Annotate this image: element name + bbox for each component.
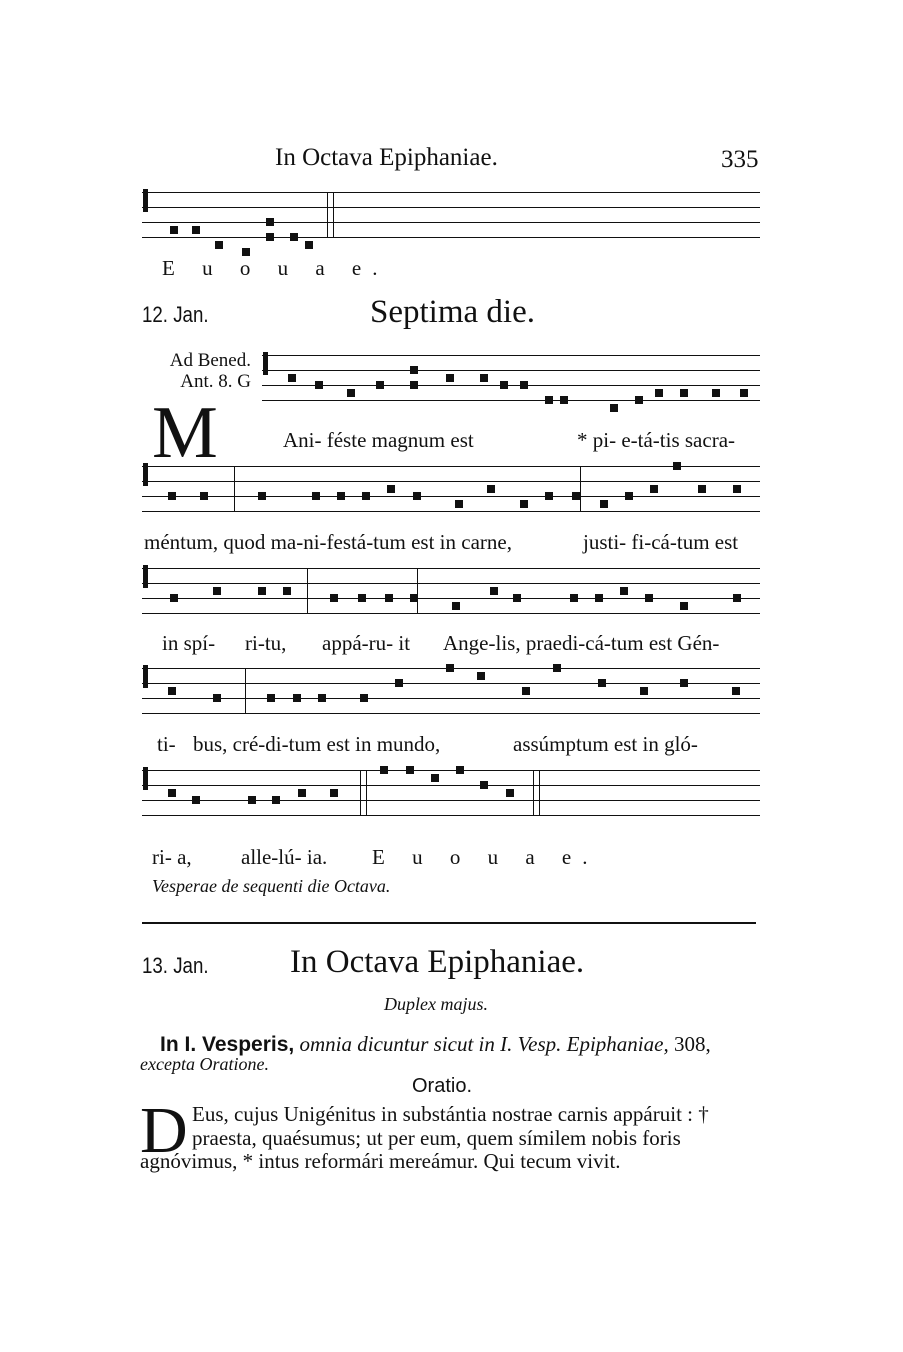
neume-note (215, 241, 223, 249)
feast-date: 12. Jan. (142, 302, 209, 327)
bar-line (327, 192, 328, 237)
oratio-line: praesta, quaésumus; ut per eum, quem símilem nobis foris (192, 1126, 681, 1150)
rubric-note: Vesperae de sequenti die Octava. (152, 876, 391, 896)
bar-line (417, 568, 418, 613)
neume-note (545, 396, 553, 404)
do-clef-icon (143, 767, 148, 790)
neume-note (733, 485, 741, 493)
bar-line (234, 466, 235, 511)
running-title: In Octava Epiphaniae. (275, 144, 498, 171)
neume-note (545, 492, 553, 500)
neume-note (380, 766, 388, 774)
staff-line (142, 207, 760, 208)
neume-note (620, 587, 628, 595)
staff-line (142, 598, 760, 599)
neume-note (347, 389, 355, 397)
neume-note (290, 233, 298, 241)
do-clef-icon (143, 463, 148, 486)
lyric-line: assúmptum est in gló- (513, 732, 698, 756)
neume-note (456, 766, 464, 774)
bar-line (580, 466, 581, 511)
staff-line (142, 583, 760, 584)
neume-note (513, 594, 521, 602)
neume-note (258, 587, 266, 595)
neume-note (266, 233, 274, 241)
staff-line (142, 192, 760, 193)
neume-note (288, 374, 296, 382)
neume-note (168, 687, 176, 695)
neume-note (570, 594, 578, 602)
neume-note (410, 381, 418, 389)
neume-note (506, 789, 514, 797)
neume-note (625, 492, 633, 500)
neume-note (298, 789, 306, 797)
staff-line (142, 770, 760, 771)
neume-note (680, 389, 688, 397)
neume-note (337, 492, 345, 500)
neume-note (522, 687, 530, 695)
neume-note (266, 218, 274, 226)
section-divider (142, 922, 756, 924)
neume-note (732, 687, 740, 695)
bar-line (307, 568, 308, 613)
neume-note (446, 374, 454, 382)
neume-note (330, 594, 338, 602)
lyric-line: alle-lú- ia. (241, 845, 328, 869)
neume-note (520, 381, 528, 389)
neume-note (490, 587, 498, 595)
neume-note (446, 664, 454, 672)
staff-line (142, 237, 760, 238)
oratio-line: Eus, cujus Unigénitus in substántia nostrae carnis appáruit : † (192, 1102, 709, 1126)
neume-note (640, 687, 648, 695)
neume-note (477, 672, 485, 680)
staff-line (142, 713, 760, 714)
feast-date: 13. Jan. (142, 953, 209, 978)
neume-note (431, 774, 439, 782)
drop-capital: D (140, 1094, 188, 1167)
neume-note (283, 587, 291, 595)
neume-note (595, 594, 603, 602)
chant-lyric: E u o u a e. (162, 256, 389, 280)
vespers-text: omnia dicuntur sicut in I. Vesp. Epiphaniae, (299, 1032, 669, 1056)
neume-note (698, 485, 706, 493)
oratio-line: agnóvimus, * intus reformári mereámur. Qui tecum vivit. (140, 1149, 621, 1173)
do-clef-icon (143, 189, 148, 212)
neume-note (645, 594, 653, 602)
neume-note (376, 381, 384, 389)
lyric-line: in spí- (162, 631, 216, 655)
staff-line (262, 400, 760, 401)
neume-note (452, 602, 460, 610)
page-number: 335 (721, 146, 759, 173)
neume-note (315, 381, 323, 389)
bar-line (366, 770, 367, 815)
bar-line (539, 770, 540, 815)
neume-note (318, 694, 326, 702)
staff-line (142, 568, 760, 569)
neume-note (480, 781, 488, 789)
neume-note (480, 374, 488, 382)
neume-note (200, 492, 208, 500)
feast-rank: Duplex majus. (384, 994, 488, 1014)
neume-note (680, 602, 688, 610)
neume-note (600, 500, 608, 508)
neume-note (258, 492, 266, 500)
vespers-page: 308, (673, 1032, 711, 1056)
neume-note (358, 594, 366, 602)
do-clef-icon (143, 565, 148, 588)
staff-line (262, 385, 760, 386)
neume-note (520, 500, 528, 508)
neume-note (500, 381, 508, 389)
neume-note (312, 492, 320, 500)
neume-note (610, 404, 618, 412)
neume-note (635, 396, 643, 404)
neume-note (410, 366, 418, 374)
lyric-line: méntum, quod ma-ni-festá-tum est in carne, (144, 530, 512, 554)
lyric-line: ri- a, (152, 845, 192, 869)
feast-title: Septima die. (370, 294, 535, 330)
neume-note (242, 248, 250, 256)
lyric-line: ti- (157, 732, 176, 756)
neume-note (572, 492, 580, 500)
lyric-line: * pi- e-tá-tis sacra- (577, 428, 736, 452)
do-clef-icon (263, 352, 268, 375)
neume-note (168, 492, 176, 500)
lyric-line: justi- fi-cá-tum est (583, 530, 739, 554)
neume-note (553, 664, 561, 672)
staff-line (142, 683, 760, 684)
neume-note (192, 226, 200, 234)
neume-note (362, 492, 370, 500)
neume-note (413, 492, 421, 500)
neume-note (598, 679, 606, 687)
feast-title: In Octava Epiphaniae. (290, 944, 585, 980)
neume-note (360, 694, 368, 702)
staff-line (142, 698, 760, 699)
neume-note (385, 594, 393, 602)
lyric-line: Ani- féste magnum est (283, 428, 474, 452)
neume-note (170, 594, 178, 602)
staff-line (142, 511, 760, 512)
neume-note (650, 485, 658, 493)
bar-line (533, 770, 534, 815)
neume-note (305, 241, 313, 249)
neume-note (410, 594, 418, 602)
neume-note (560, 396, 568, 404)
staff-line (262, 370, 760, 371)
neume-note (293, 694, 301, 702)
staff-line (142, 815, 760, 816)
rubric-line: Ant. 8. G (180, 371, 251, 392)
rubric-line: Ad Bened. (169, 350, 251, 371)
neume-note (733, 594, 741, 602)
neume-note (712, 389, 720, 397)
drop-capital: M (152, 392, 218, 474)
lyric-line: appá-ru- it (322, 631, 411, 655)
neume-note (213, 587, 221, 595)
staff-line (142, 613, 760, 614)
vespers-text-cont: excepta Oratione. (140, 1054, 269, 1074)
staff-line (142, 222, 760, 223)
lyric-line: bus, cré-di-tum est in mundo, (193, 732, 441, 756)
neume-note (192, 796, 200, 804)
neume-note (330, 789, 338, 797)
staff-line (142, 785, 760, 786)
neume-note (406, 766, 414, 774)
neume-note (267, 694, 275, 702)
bar-line (333, 192, 334, 237)
lyric-line: ri-tu, (245, 631, 287, 655)
neume-note (168, 789, 176, 797)
do-clef-icon (143, 665, 148, 688)
oratio-heading: Oratio. (412, 1075, 473, 1097)
lyric-line: E u o u a e. (372, 845, 599, 869)
staff-line (262, 355, 760, 356)
neume-note (248, 796, 256, 804)
bar-line (245, 668, 246, 713)
neume-note (272, 796, 280, 804)
vespers-label: In I. Vesperis, (160, 1033, 295, 1056)
neume-note (680, 679, 688, 687)
antiphon-rubric (146, 350, 251, 392)
neume-note (170, 226, 178, 234)
neume-note (395, 679, 403, 687)
staff-line (142, 800, 760, 801)
bar-line (360, 770, 361, 815)
neume-note (387, 485, 395, 493)
neume-note (673, 462, 681, 470)
neume-note (213, 694, 221, 702)
neume-note (740, 389, 748, 397)
neume-note (655, 389, 663, 397)
neume-note (455, 500, 463, 508)
neume-note (487, 485, 495, 493)
lyric-line: Ange-lis, praedi-cá-tum est Gén- (443, 631, 720, 655)
